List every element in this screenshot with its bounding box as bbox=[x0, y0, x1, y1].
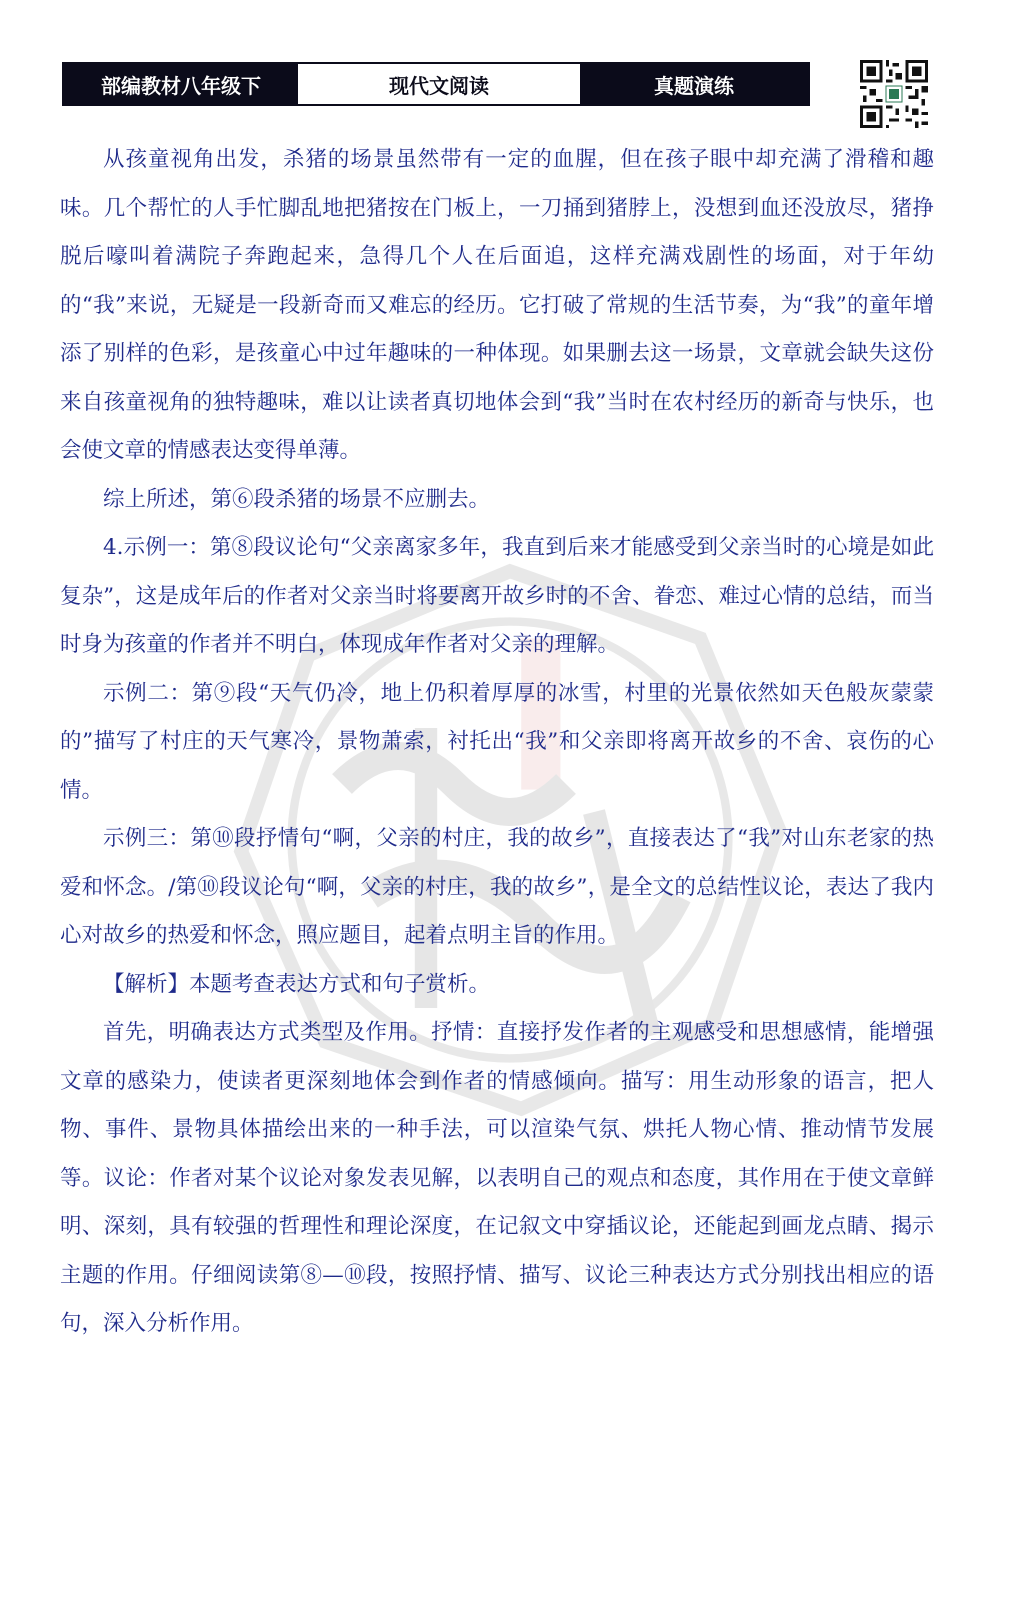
paragraph-example-two: 示例二：第⑨段“天气仍冷，地上仍积着厚厚的冰雪，村里的光景依然如天色般灰蒙蒙的”描写了村庄的天气寒冷，景物萧索，衬托出“我”和父亲即将离开故乡的不舍、哀伤的心情。 bbox=[60, 680, 934, 803]
qr-code-icon bbox=[860, 60, 928, 128]
paragraph-analysis-heading: 【解析】本题考查表达方式和句子赏析。 bbox=[103, 971, 491, 997]
header-topic-label: 现代文阅读 bbox=[298, 64, 580, 104]
paragraph-example-one: 4.示例一：第⑧段议论句“父亲离家多年，我直到后来才能感受到父亲当时的心境是如此复杂”，这是成年后的作者对父亲当时将要离开故乡时的不舍、眷恋、难过心情的总结，而当时身为孩童的作者并不明白，体现成年作者对父亲的理解。 bbox=[60, 535, 934, 657]
paragraph-conclusion: 综上所述，第⑥段杀猪的场景不应删去。 bbox=[103, 486, 491, 512]
paragraph-analysis-body: 首先，明确表达方式类型及作用。抒情：直接抒发作者的主观感受和思想感情，能增强文章的感染力，使读者更深刻地体会到作者的情感倾向。描写：用生动形象的语言，把人物、事件、景物具体描绘出来的一种手法，可以渲染气氛、烘托人物心情、推动情节发展等。议论：作者对某个议论对象发表见解，以表明自己的观点和态度，其作用在于使文章鲜明、深刻，具有较强的哲理性和理论深度，在记叙文中穿插议论，还能起到画龙点睛、揭示主题的作用。仔细阅读第⑧—⑩段，按照抒情、描写、议论三种表达方式分别找出相应的语句，深入分析作用。 bbox=[60, 1020, 934, 1336]
paragraph-example-three: 示例三：第⑩段抒情句“啊，父亲的村庄，我的故乡”，直接表达了“我”对山东老家的热爱和怀念。/第⑩段议论句“啊，父亲的村庄，我的故乡”，是全文的总结性议论，表达了我内心对故乡的热爱和怀念，照应题目，起着点明主旨的作用。 bbox=[60, 826, 934, 948]
article-body bbox=[60, 136, 934, 1349]
header-section-label: 真题演练 bbox=[580, 64, 808, 104]
header-bar bbox=[62, 62, 810, 106]
header-grade-label: 部编教材八年级下 bbox=[64, 64, 298, 104]
paragraph-scene-analysis: 从孩童视角出发，杀猪的场景虽然带有一定的血腥，但在孩子眼中却充满了滑稽和趣味。几个帮忙的人手忙脚乱地把猪按在门板上，一刀捅到猪脖上，没想到血还没放尽，猪挣脱后嚎叫着满院子奔跑起来，急得几个人在后面追，这样充满戏剧性的场面，对于年幼的“我”来说，无疑是一段新奇而又难忘的经历。它打破了常规的生活节奏，为“我”的童年增添了别样的色彩，是孩童心中过年趣味的一种体现。如果删去这一场景，文章就会缺失这份来自孩童视角的独特趣味，难以让读者真切地体会到“我”当时在农村经历的新奇与快乐，也会使文章的情感表达变得单薄。 bbox=[60, 147, 934, 463]
